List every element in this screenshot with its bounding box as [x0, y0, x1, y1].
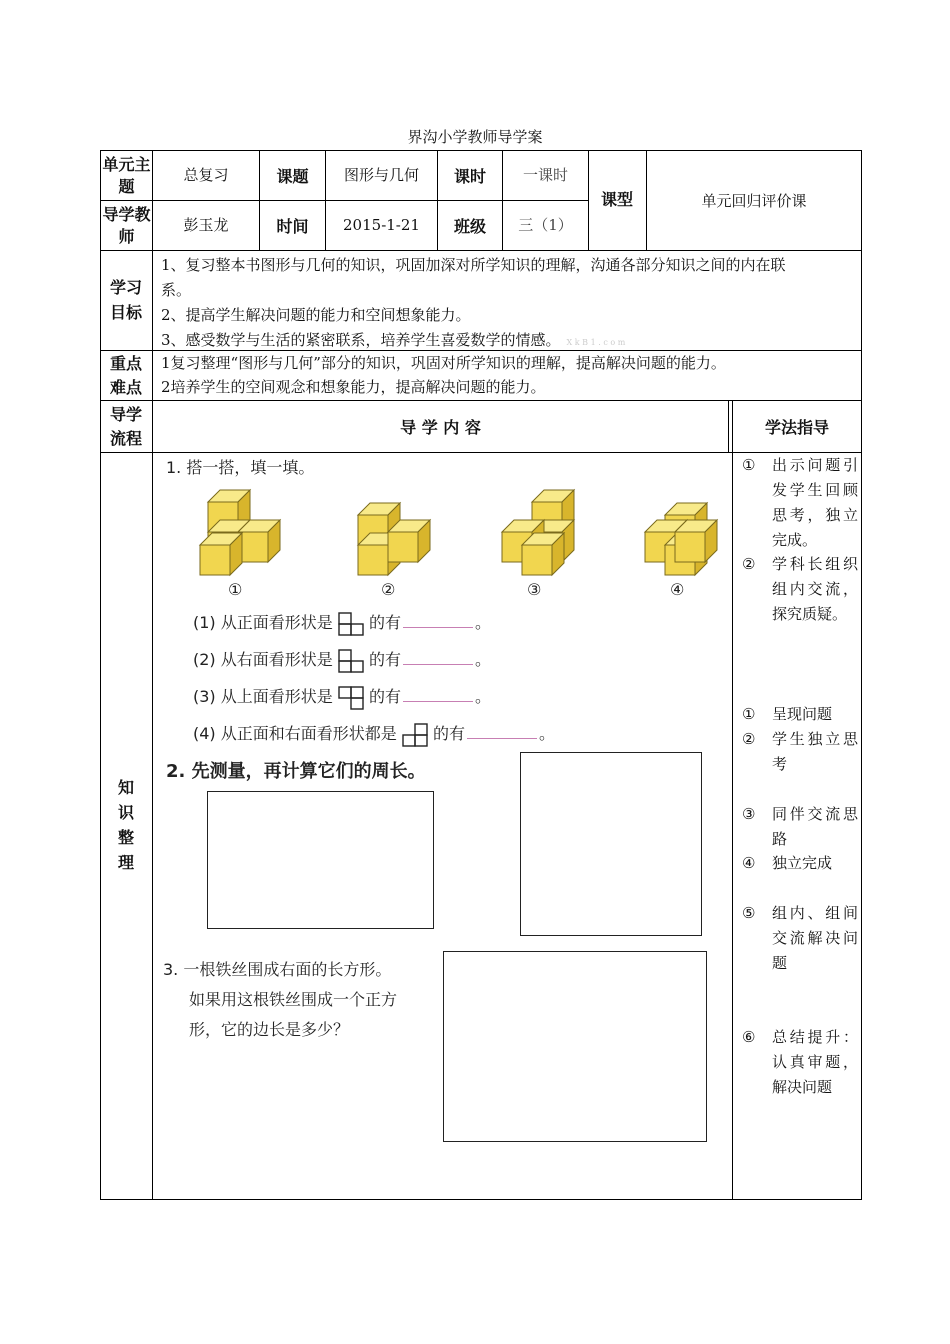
guide-item-3 [742, 702, 858, 727]
answer-blank-3[interactable] [403, 687, 473, 702]
class-label: 班级 [453, 217, 486, 236]
q3-text [163, 955, 397, 1045]
guide-text-7: 组内、组间交流解决问题 [772, 904, 858, 972]
guide-num-1: ① [742, 456, 756, 474]
figure-label-2: ② [381, 580, 396, 599]
q1-item-3-text: (3) 从上面看形状是 [193, 687, 333, 706]
guide-item-8 [742, 1025, 858, 1100]
teacher-value: 彭玉龙 [183, 216, 229, 234]
answer-blank-1[interactable] [403, 613, 473, 628]
figure-label-4: ④ [670, 580, 685, 599]
guide-text-8: 总结提升：认真审题，解决问题 [772, 1028, 858, 1096]
guide-num-3: ① [742, 705, 756, 723]
q1-item-2-post: 的有 [368, 650, 401, 669]
cube-figure-3 [502, 490, 574, 575]
goal-3-text: 3、感受数学与生活的紧密联系，培养学生喜爱数学的情感。 [161, 331, 561, 349]
q3-line-2: 如果用这根铁丝围成一个正方 [189, 990, 398, 1009]
period-value: 一课时 [522, 166, 568, 184]
figure-label-1: ① [228, 580, 243, 599]
q1-item-2-text: (2) 从右面看形状是 [193, 650, 333, 669]
measure-square-2 [520, 752, 702, 936]
q1-item-4-text: (4) 从正面和右面看形状都是 [193, 724, 397, 743]
key-points-label: 重点难点 [109, 354, 142, 397]
q1-item-4-period: 。 [538, 724, 555, 743]
guide-text-1: 出示问题引发学生回顾思考，独立完成。 [772, 456, 858, 549]
goal-1: 1、复习整本书图形与几何的知识，巩固加深对所学知识的理解，沟通各部分知识之间的内在联 [161, 256, 786, 274]
q2-title: 2. 先测量，再计算它们的周长。 [166, 761, 426, 782]
time-label: 时间 [276, 217, 309, 236]
guide-item-4 [742, 727, 858, 777]
guide-item-7 [742, 901, 858, 976]
guide-text-6: 独立完成 [772, 854, 833, 872]
guide-text-5: 同伴交流思路 [772, 805, 858, 848]
guide-num-8: ⑥ [742, 1028, 756, 1046]
guide-item-1 [742, 453, 858, 549]
period-label: 课时 [453, 167, 486, 186]
class-value: 三（1） [518, 216, 573, 234]
guide-item-2 [742, 552, 858, 652]
guide-num-5: ③ [742, 805, 756, 823]
shape-icon-4 [402, 723, 428, 747]
q1-item-1-period: 。 [474, 613, 491, 632]
time-value: 2015-1-21 [343, 216, 420, 234]
flow-label: 导学流程 [109, 405, 142, 448]
cube-figures [190, 485, 720, 605]
goal-2: 2、提高学生解决问题的能力和空间想象能力。 [161, 306, 471, 324]
q1-item-4-post: 的有 [432, 724, 465, 743]
q1-item-1-post: 的有 [368, 613, 401, 632]
cube-figure-2 [358, 503, 430, 575]
teacher-label: 导学教师 [102, 204, 151, 246]
shape-icon-3 [338, 686, 364, 710]
guide-header: 学法指导 [764, 418, 829, 437]
q1-item-1 [193, 610, 491, 636]
wire-rectangle [443, 951, 707, 1142]
key-points-text [161, 351, 861, 399]
q1-item-4 [193, 721, 555, 747]
q3-line-3: 形，它的边长是多少？ [189, 1020, 350, 1039]
answer-blank-2[interactable] [403, 650, 473, 665]
unit-label: 单元主题 [102, 154, 151, 196]
measure-rectangle-1 [207, 791, 434, 929]
figure-label-3: ③ [527, 580, 542, 599]
key-point-1: 1复习整理“图形与几何”部分的知识，巩固对所学知识的理解，提高解决问题的能力。 [161, 354, 726, 372]
goal-1-cont: 系。 [161, 281, 192, 299]
q3-line-1: 3. 一根铁丝围成右面的长方形。 [163, 960, 392, 979]
key-point-2: 2培养学生的空间观念和想象能力，提高解决问题的能力。 [161, 378, 546, 396]
shape-icon-2 [338, 649, 364, 673]
guide-item-6 [742, 851, 858, 876]
lesson-value: 图形与几何 [343, 166, 419, 184]
guide-num-6: ④ [742, 854, 756, 872]
unit-value: 总复习 [183, 166, 229, 184]
cube-figure-4 [645, 503, 717, 575]
guide-text-3: 呈现问题 [772, 705, 833, 723]
cube-figure-1 [200, 490, 280, 575]
answer-blank-4[interactable] [467, 724, 537, 739]
guide-text-4: 学生独立思考 [772, 730, 858, 773]
q1-item-1-text: (1) 从正面看形状是 [193, 613, 333, 632]
type-value: 单元回归评价课 [701, 192, 807, 210]
content-header: 导 学 内 容 [400, 418, 481, 437]
type-label: 课型 [600, 190, 633, 209]
guide-text-2: 学科长组织组内交流，探究质疑。 [772, 555, 858, 623]
lesson-label: 课题 [276, 167, 309, 186]
watermark: X k B 1 . c o m [566, 338, 626, 347]
guide-num-7: ⑤ [742, 904, 756, 922]
q1-title: 1. 搭一搭，填一填。 [166, 458, 315, 477]
goals-label: 学习目标 [109, 278, 142, 322]
q1-item-3-post: 的有 [368, 687, 401, 706]
q1-item-2-period: 。 [474, 650, 491, 669]
q1-item-3-period: 。 [474, 687, 491, 706]
section-label: 知识整理 [117, 778, 134, 872]
document-title: 界沟小学教师导学案 [407, 128, 543, 146]
shape-icon-1 [338, 612, 364, 636]
q1-item-3 [193, 684, 491, 710]
guide-num-2: ② [742, 555, 756, 573]
guide-num-4: ② [742, 730, 756, 748]
goals-text [161, 253, 861, 355]
q1-item-2 [193, 647, 491, 673]
guide-item-5 [742, 802, 858, 852]
